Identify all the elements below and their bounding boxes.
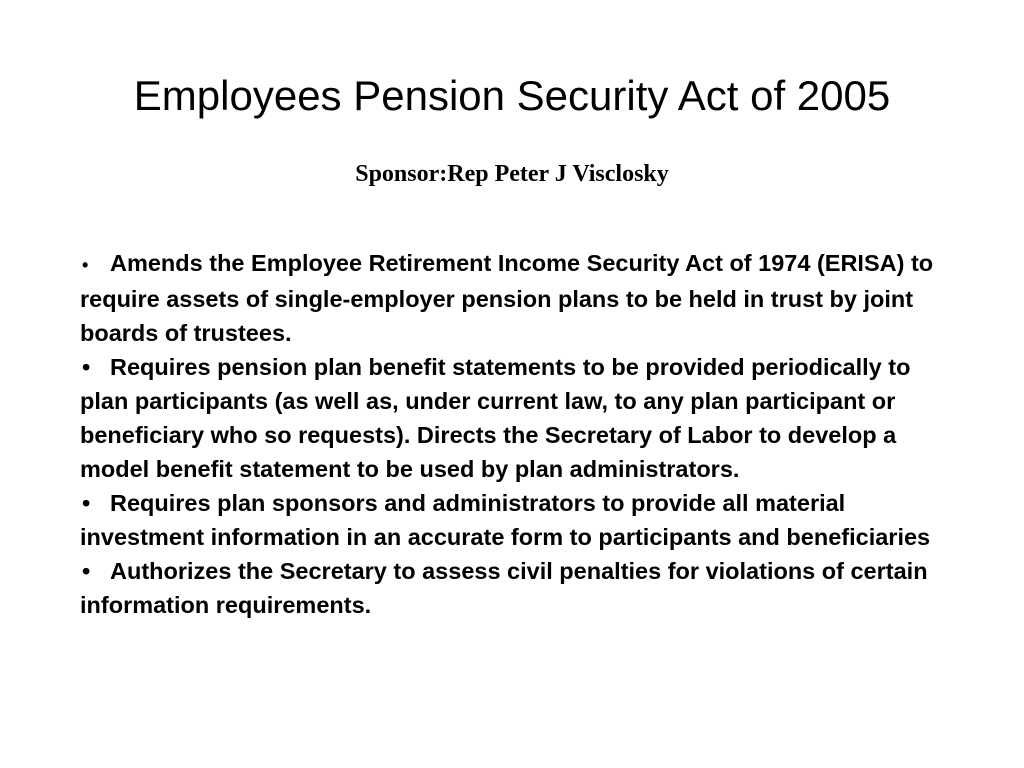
bullet-marker: • <box>82 255 89 275</box>
bullet-marker: • <box>82 354 91 380</box>
bullet-text: Authorizes the Secretary to assess civil penalties for violations of certain information requirements. <box>80 558 928 618</box>
sponsor-line: Sponsor:Rep Peter J Visclosky <box>355 161 669 187</box>
bullet-marker: • <box>82 558 91 584</box>
bullet-text: Amends the Employee Retirement Income Security Act of 1974 (ERISA) to require assets of single-employer pension plans to be held in trust by joint boards of trustees. <box>80 250 934 346</box>
bullet-item <box>80 486 940 554</box>
bullet-list <box>80 246 940 622</box>
bullet-marker: • <box>82 490 91 516</box>
bullet-item <box>80 554 940 622</box>
bullet-text: Requires pension plan benefit statements to be provided periodically to plan participants (as well as, under current law, to any plan participant or beneficiary who so requests). Directs the Secretary of Labor to develop a model benefit statement to be used by plan administrators. <box>80 354 911 482</box>
bullet-text: Requires plan sponsors and administrators to provide all material investment information in an accurate form to participants and beneficiaries <box>80 490 931 550</box>
bullet-item <box>80 350 940 486</box>
slide-title: Employees Pension Security Act of 2005 <box>133 72 891 119</box>
bullet-item <box>80 246 940 350</box>
